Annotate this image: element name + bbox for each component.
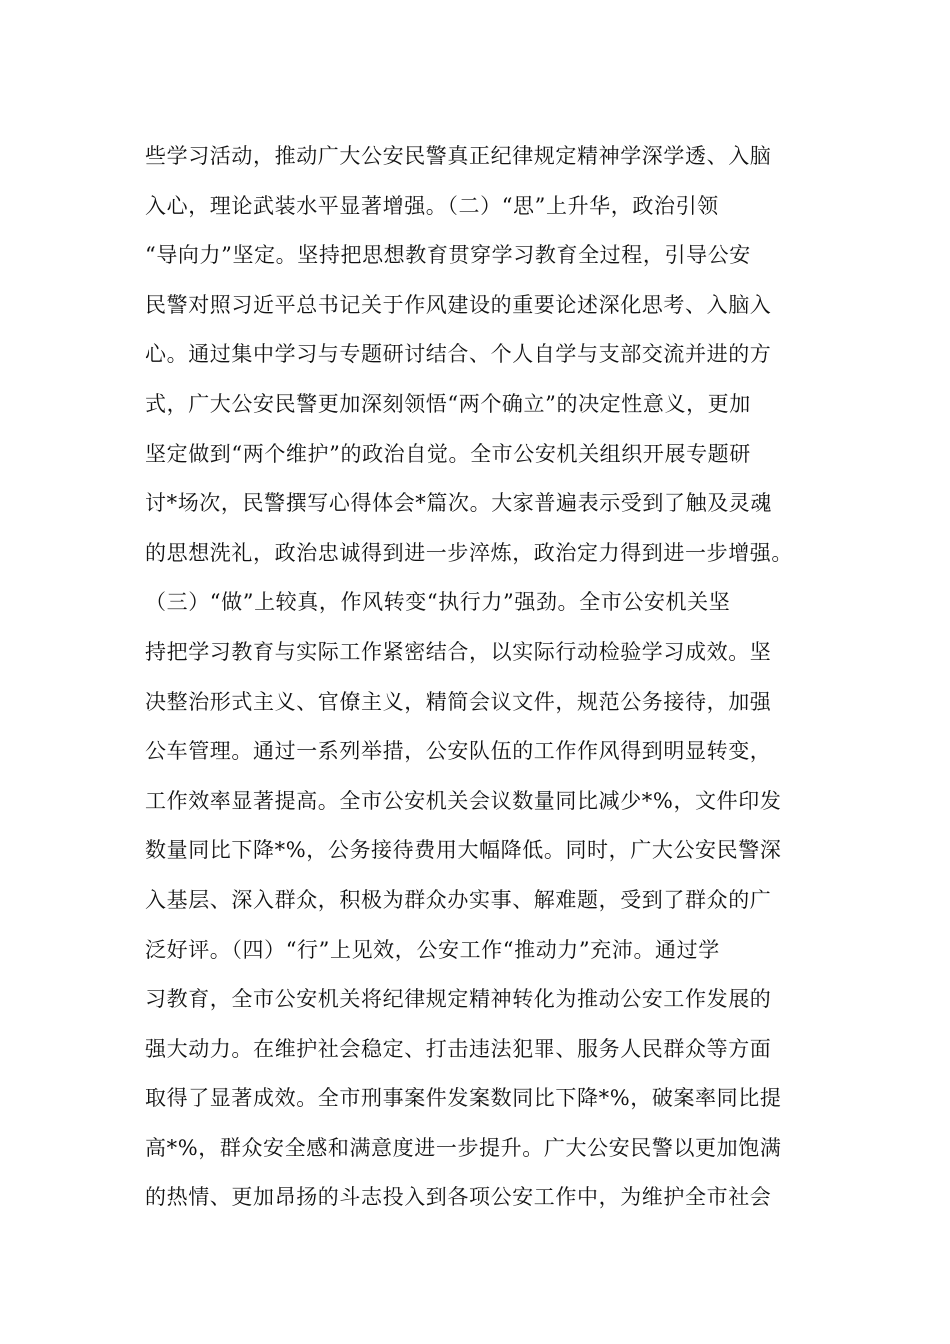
- text-line: 坚定做到“两个维护”的政治自觉。全市公安机关组织开展专题研: [145, 441, 751, 466]
- text-line: 泛好评。（四）“行”上见效，公安工作“推动力”充沛。通过学: [145, 937, 720, 962]
- text-line: （三）“做”上较真，作风转变“执行力”强劲。全市公安机关坚: [145, 590, 731, 615]
- text-line: 式，广大公安民警更加深刻领悟“两个确立”的决定性意义，更加: [145, 391, 751, 416]
- text-line: 的热情、更加昂扬的斗志投入到各项公安工作中，为维护全市社会: [145, 1185, 772, 1210]
- text-line: 入基层、深入群众，积极为群众办实事、解难题，受到了群众的广: [145, 887, 772, 912]
- text-line: 心。通过集中学习与专题研讨结合、个人自学与支部交流并进的方: [145, 342, 772, 367]
- text-line: 工作效率显著提高。全市公安机关会议数量同比减少*%，文件印发: [145, 788, 782, 813]
- text-line: “导向力”坚定。坚持把思想教育贯穿学习教育全过程，引导公安: [145, 243, 751, 268]
- text-line: 数量同比下降*%，公务接待费用大幅降低。同时，广大公安民警深: [145, 838, 782, 863]
- text-line: 公车管理。通过一系列举措，公安队伍的工作作风得到明显转变，: [145, 739, 772, 764]
- text-line: 民警对照习近平总书记关于作风建设的重要论述深化思考、入脑入: [145, 292, 772, 317]
- text-line: 强大动力。在维护社会稳定、打击违法犯罪、服务人民群众等方面: [145, 1036, 772, 1061]
- text-line: 取得了显著成效。全市刑事案件发案数同比下降*%，破案率同比提: [145, 1086, 782, 1111]
- text-line: 持把学习教育与实际工作紧密结合，以实际行动检验学习成效。坚: [145, 639, 772, 664]
- text-line: 决整治形式主义、官僚主义，精简会议文件，规范公务接待，加强: [145, 689, 772, 714]
- body-text: [145, 132, 825, 1223]
- text-line: 高*%，群众安全感和满意度进一步提升。广大公安民警以更加饱满: [145, 1135, 782, 1160]
- text-line: 些学习活动，推动广大公安民警真正纪律规定精神学深学透、入脑: [145, 144, 772, 168]
- text-line: 入心，理论武装水平显著增强。（二）“思”上升华，政治引领: [145, 193, 719, 218]
- text-line: 的思想洗礼，政治忠诚得到进一步淬炼，政治定力得到进一步增强。: [145, 540, 793, 565]
- text-line: 习教育，全市公安机关将纪律规定精神转化为推动公安工作发展的: [145, 987, 772, 1012]
- text-line: 讨*场次，民警撰写心得体会*篇次。大家普遍表示受到了触及灵魂: [145, 491, 772, 516]
